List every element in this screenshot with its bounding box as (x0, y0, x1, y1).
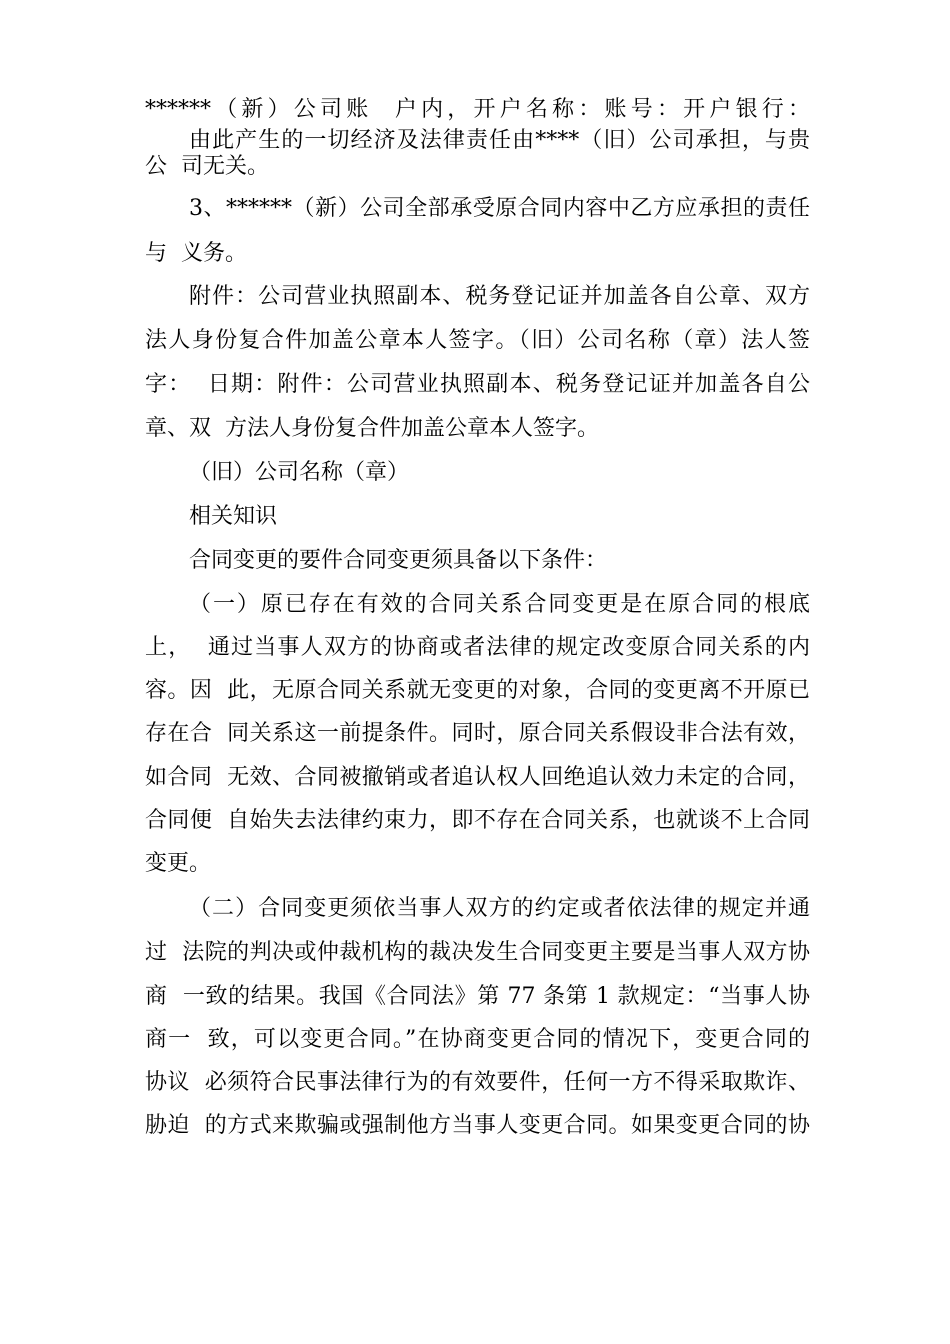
text-line-19: 变更。 (145, 851, 212, 876)
text-line-6: 附件：公司营业执照副本、税务登记证并加盖各自公章、双方 (189, 284, 810, 309)
text-line-8: 字： 日期：附件：公司营业执照副本、税务登记证并加盖各自公 (145, 372, 810, 397)
text-line-20: （二）合同变更须依当事人双方的约定或者依法律的规定并通 (189, 896, 810, 921)
text-line-25: 胁迫 的方式来欺骗或强制他方当事人变更合同。如果变更合同的协 (145, 1113, 810, 1138)
text-line-7: 法人身份复合件加盖公章本人签字。（旧）公司名称（章）法人签 (145, 328, 810, 353)
text-line-4: 3、******（新）公司全部承受原合同内容中乙方应承担的责任 (189, 196, 810, 221)
text-line-23: 商一 致，可以变更合同。”在协商变更合同的情况下，变更合同的 (145, 1027, 810, 1052)
text-line-15: 容。因 此，无原合同关系就无变更的对象，合同的变更离不开原已 (145, 678, 810, 703)
text-line-13: （一）原已存在有效的合同关系合同变更是在原合同的根底 (189, 592, 810, 617)
text-line-12: 合同变更的要件合同变更须具备以下条件： (189, 548, 608, 573)
text-line-17: 如合同 无效、合同被撤销或者追认权人回绝追认效力未定的合同， (145, 765, 810, 790)
text-line-3: 公 司无关。 (145, 154, 269, 179)
text-line-21: 过 法院的判决或仲裁机构的裁决发生合同变更主要是当事人双方协 (145, 940, 810, 965)
text-line-10: （旧）公司名称（章） (189, 460, 410, 485)
section-heading: 相关知识 (189, 504, 278, 529)
text-line-24: 协议 必须符合民事法律行为的有效要件，任何一方不得采取欺诈、 (145, 1070, 810, 1095)
text-line-22: 商 一致的结果。我国《合同法》第 77 条第 1 款规定：“当事人协 (145, 984, 810, 1009)
text-line-18: 合同便 自始失去法律约束力，即不存在合同关系，也就谈不上合同 (145, 808, 810, 833)
text-line-16: 存在合 同关系这一前提条件。同时，原合同关系假设非合法有效， (145, 721, 810, 746)
text-line-2: 由此产生的一切经济及法律责任由****（旧）公司承担，与贵 (189, 128, 810, 153)
text-line-14: 上， 通过当事人双方的协商或者法律的规定改变原合同关系的内 (145, 635, 810, 660)
text-line-5: 与 义务。 (145, 241, 247, 266)
text-line-9: 章、双 方法人身份复合件加盖公章本人签字。 (145, 416, 599, 441)
text-line-1: ******（新）公司账 户内，开户名称：账号：开户银行： (145, 97, 810, 122)
